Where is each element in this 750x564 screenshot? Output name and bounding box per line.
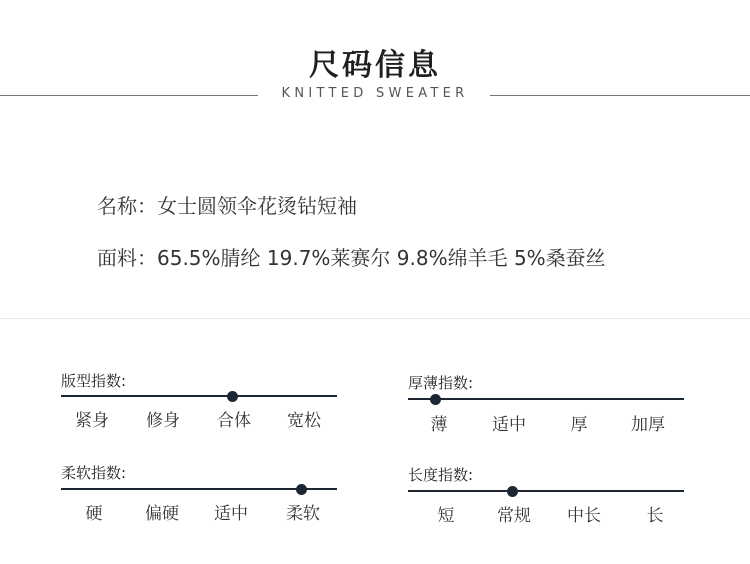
length-option: 常规 (497, 506, 531, 526)
softness-index-label: 柔软指数: (61, 464, 127, 482)
length-option: 短 (437, 506, 455, 526)
subtitle-divider-left (0, 95, 258, 96)
fit-index-marker (227, 391, 238, 402)
length-option: 长 (646, 506, 664, 526)
section-divider (0, 318, 750, 319)
fit-index-track (61, 395, 337, 397)
softness-option: 柔软 (286, 504, 320, 524)
thickness-index-track (408, 398, 684, 400)
subtitle-divider-right (490, 95, 750, 96)
fit-index-label: 版型指数: (61, 372, 127, 390)
thickness-index-marker (430, 394, 441, 405)
fit-option: 宽松 (287, 411, 321, 431)
fit-option: 合体 (217, 411, 251, 431)
length-index (408, 464, 684, 544)
fit-index (61, 370, 337, 450)
fit-option: 紧身 (75, 411, 109, 431)
length-option: 中长 (567, 506, 601, 526)
thickness-option: 薄 (430, 415, 448, 435)
thickness-option: 适中 (492, 415, 526, 435)
softness-option: 硬 (85, 504, 103, 524)
thickness-option: 厚 (570, 415, 588, 435)
fit-option: 修身 (146, 411, 180, 431)
thickness-index-label: 厚薄指数: (408, 374, 474, 392)
softness-index-marker (296, 484, 307, 495)
thickness-index (408, 372, 684, 452)
length-index-label: 长度指数: (408, 466, 474, 484)
thickness-option: 加厚 (631, 415, 665, 435)
softness-option: 偏硬 (145, 504, 179, 524)
subtitle: KNITTED SWEATER (281, 86, 469, 101)
page-title: 尺码信息 (309, 48, 441, 83)
subtitle-row (0, 86, 750, 106)
length-index-marker (507, 486, 518, 497)
product-name: 名称：女士圆领伞花烫钻短袖 (97, 194, 357, 218)
length-index-track (408, 490, 684, 492)
softness-index (61, 462, 337, 542)
softness-option: 适中 (214, 504, 248, 524)
product-fabric: 面料：65.5%腈纶 19.7%莱赛尔 9.8%绵羊毛 5%桑蚕丝 (97, 246, 606, 270)
